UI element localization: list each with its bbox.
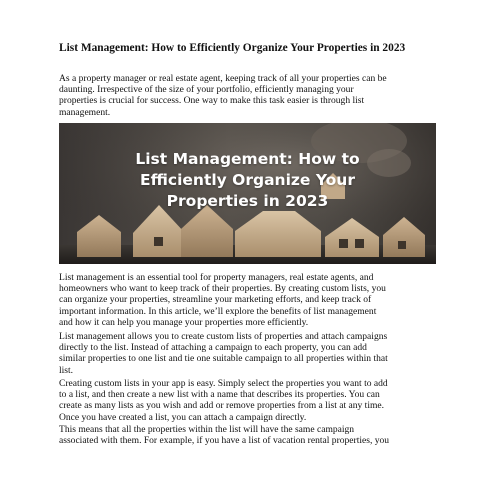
hero-image <box>59 123 436 264</box>
paragraph-line: and how it can help you manage your properties more efficiently. <box>59 316 309 328</box>
paragraph-line: As a property manager or real estate agent, keeping track of all your properties can be <box>59 73 387 84</box>
paragraph-line: List management allows you to create custom lists of properties and attach campaigns <box>59 331 388 342</box>
paragraph-line: associated with them. For example, if you have a list of vacation rental properties, you <box>59 435 390 447</box>
paragraph-benefits <box>59 272 449 328</box>
hero-title-line: Properties in 2023 <box>166 192 329 210</box>
paragraph-line: properties is crucial for success. One way to make this task easier is through list <box>59 95 365 107</box>
paragraph-line: can organize your properties, streamline your marketing efforts, and keep track of <box>59 294 372 306</box>
paragraph-line: to a list, and then create a new list with a name that describes its properties. You can <box>59 389 380 401</box>
hero-title-line: List Management: How to <box>135 150 360 168</box>
article-title: List Management: How to Efficiently Organize Your Properties in 2023 <box>59 42 406 54</box>
paragraph-line: directly to the list. Instead of attaching a campaign to each property, you can add <box>59 342 367 354</box>
paragraph-line: management. <box>59 106 111 118</box>
paragraph-line: list. <box>59 364 74 376</box>
hero-title-line: Efficiently Organize Your <box>140 171 355 189</box>
hero-title <box>59 149 436 212</box>
paragraph-line: List management is an essential tool for property managers, real estate agents, and <box>59 272 374 283</box>
paragraph-line: similar properties to one list and tie one suitable campaign to all properties within that <box>59 353 388 365</box>
paragraph-creating-lists <box>59 378 449 423</box>
paragraph-line: important information. In this article, we’ll explore the benefits of list management <box>59 305 377 317</box>
paragraph-campaigns <box>59 424 449 446</box>
intro-paragraph <box>59 73 449 118</box>
paragraph-line: This means that all the properties within the list will have the same campaign <box>59 424 355 435</box>
paragraph-line: homeowners who want to keep track of their properties. By creating custom lists, you <box>59 283 386 295</box>
paragraph-line: create as many lists as you wish and add or remove properties from a list at any time. <box>59 400 385 412</box>
paragraph-line: Creating custom lists in your app is easy. Simply select the properties you want to add <box>59 378 388 389</box>
paragraph-line: Once you have created a list, you can attach a campaign directly. <box>59 411 307 423</box>
house-window <box>154 237 163 246</box>
paragraph-line: daunting. Irrespective of the size of your portfolio, efficiently managing your <box>59 84 354 96</box>
paragraph-custom-lists <box>59 331 449 376</box>
